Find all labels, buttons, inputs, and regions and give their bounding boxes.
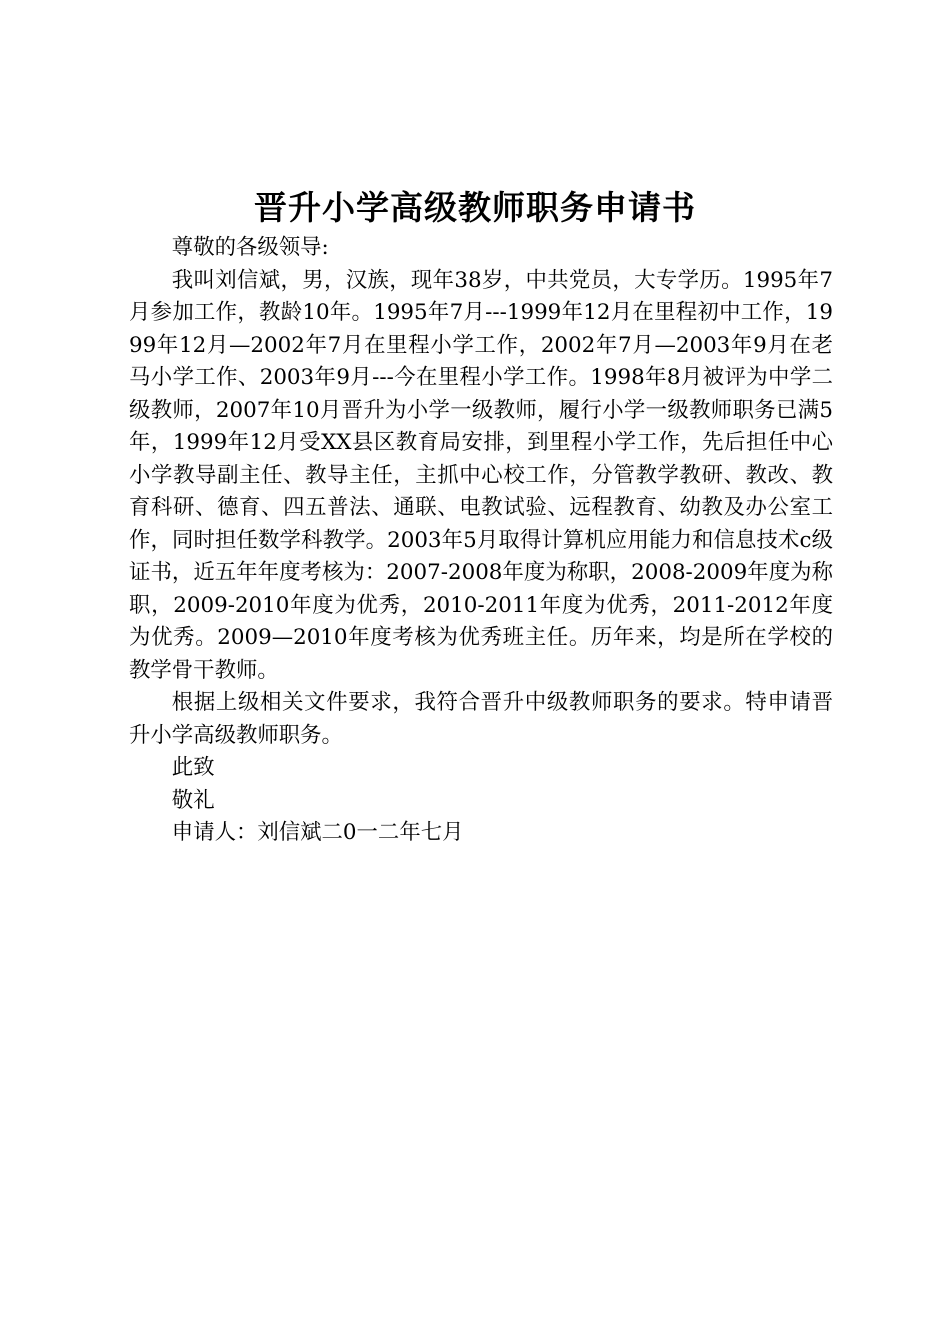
document-title: 晋升小学高级教师职务申请书: [254, 188, 696, 227]
paragraph-request: 根据上级相关文件要求，我符合晋升中级教师职务的要求。特申请晋升小学高级教师职务。: [129, 690, 833, 748]
paragraph-introduction: 我叫刘信斌，男，汉族，现年38岁，中共党员，大专学历。1995年7月参加工作，教龄10年。1995年7月---1999年12月在里程初中工作，1999年12月—2002年7月在里程小学工作，2002年7月—2003年9月在老马小学工作、2003年9月---今在里程小学工作。1998年8月被评为中学二级教师，2007年10月晋升为小学一级教师，履行小学一级教师职务已满5年，1999年12月受XX县区教育局安排，到里程小学工作，先后担任中心小学教导副主任、教导主任，主抓中心校工作，分管教学教研、教改、教育科研、德育、四五普法、通联、电教试验、远程教育、幼教及办公室工作，同时担任数学科教学。2003年5月取得计算机应用能力和信息技术c级证书，近五年年度考核为：2007-2008年度为称职，2008-2009年度为称职，2009-2010年度为优秀，2010-2011年度为优秀，2011-2012年度为优秀。2009—2010年度考核为优秀班主任。历年来，均是所在学校的教学骨干教师。: [129, 267, 833, 683]
document-body: [129, 232, 833, 850]
signature-line: 申请人：刘信斌二0一二年七月: [171, 820, 464, 845]
closing-ci-zhi: 此致: [171, 755, 215, 780]
closing-jing-li: 敬礼: [171, 787, 215, 813]
salutation: 尊敬的各级领导:: [171, 235, 329, 260]
